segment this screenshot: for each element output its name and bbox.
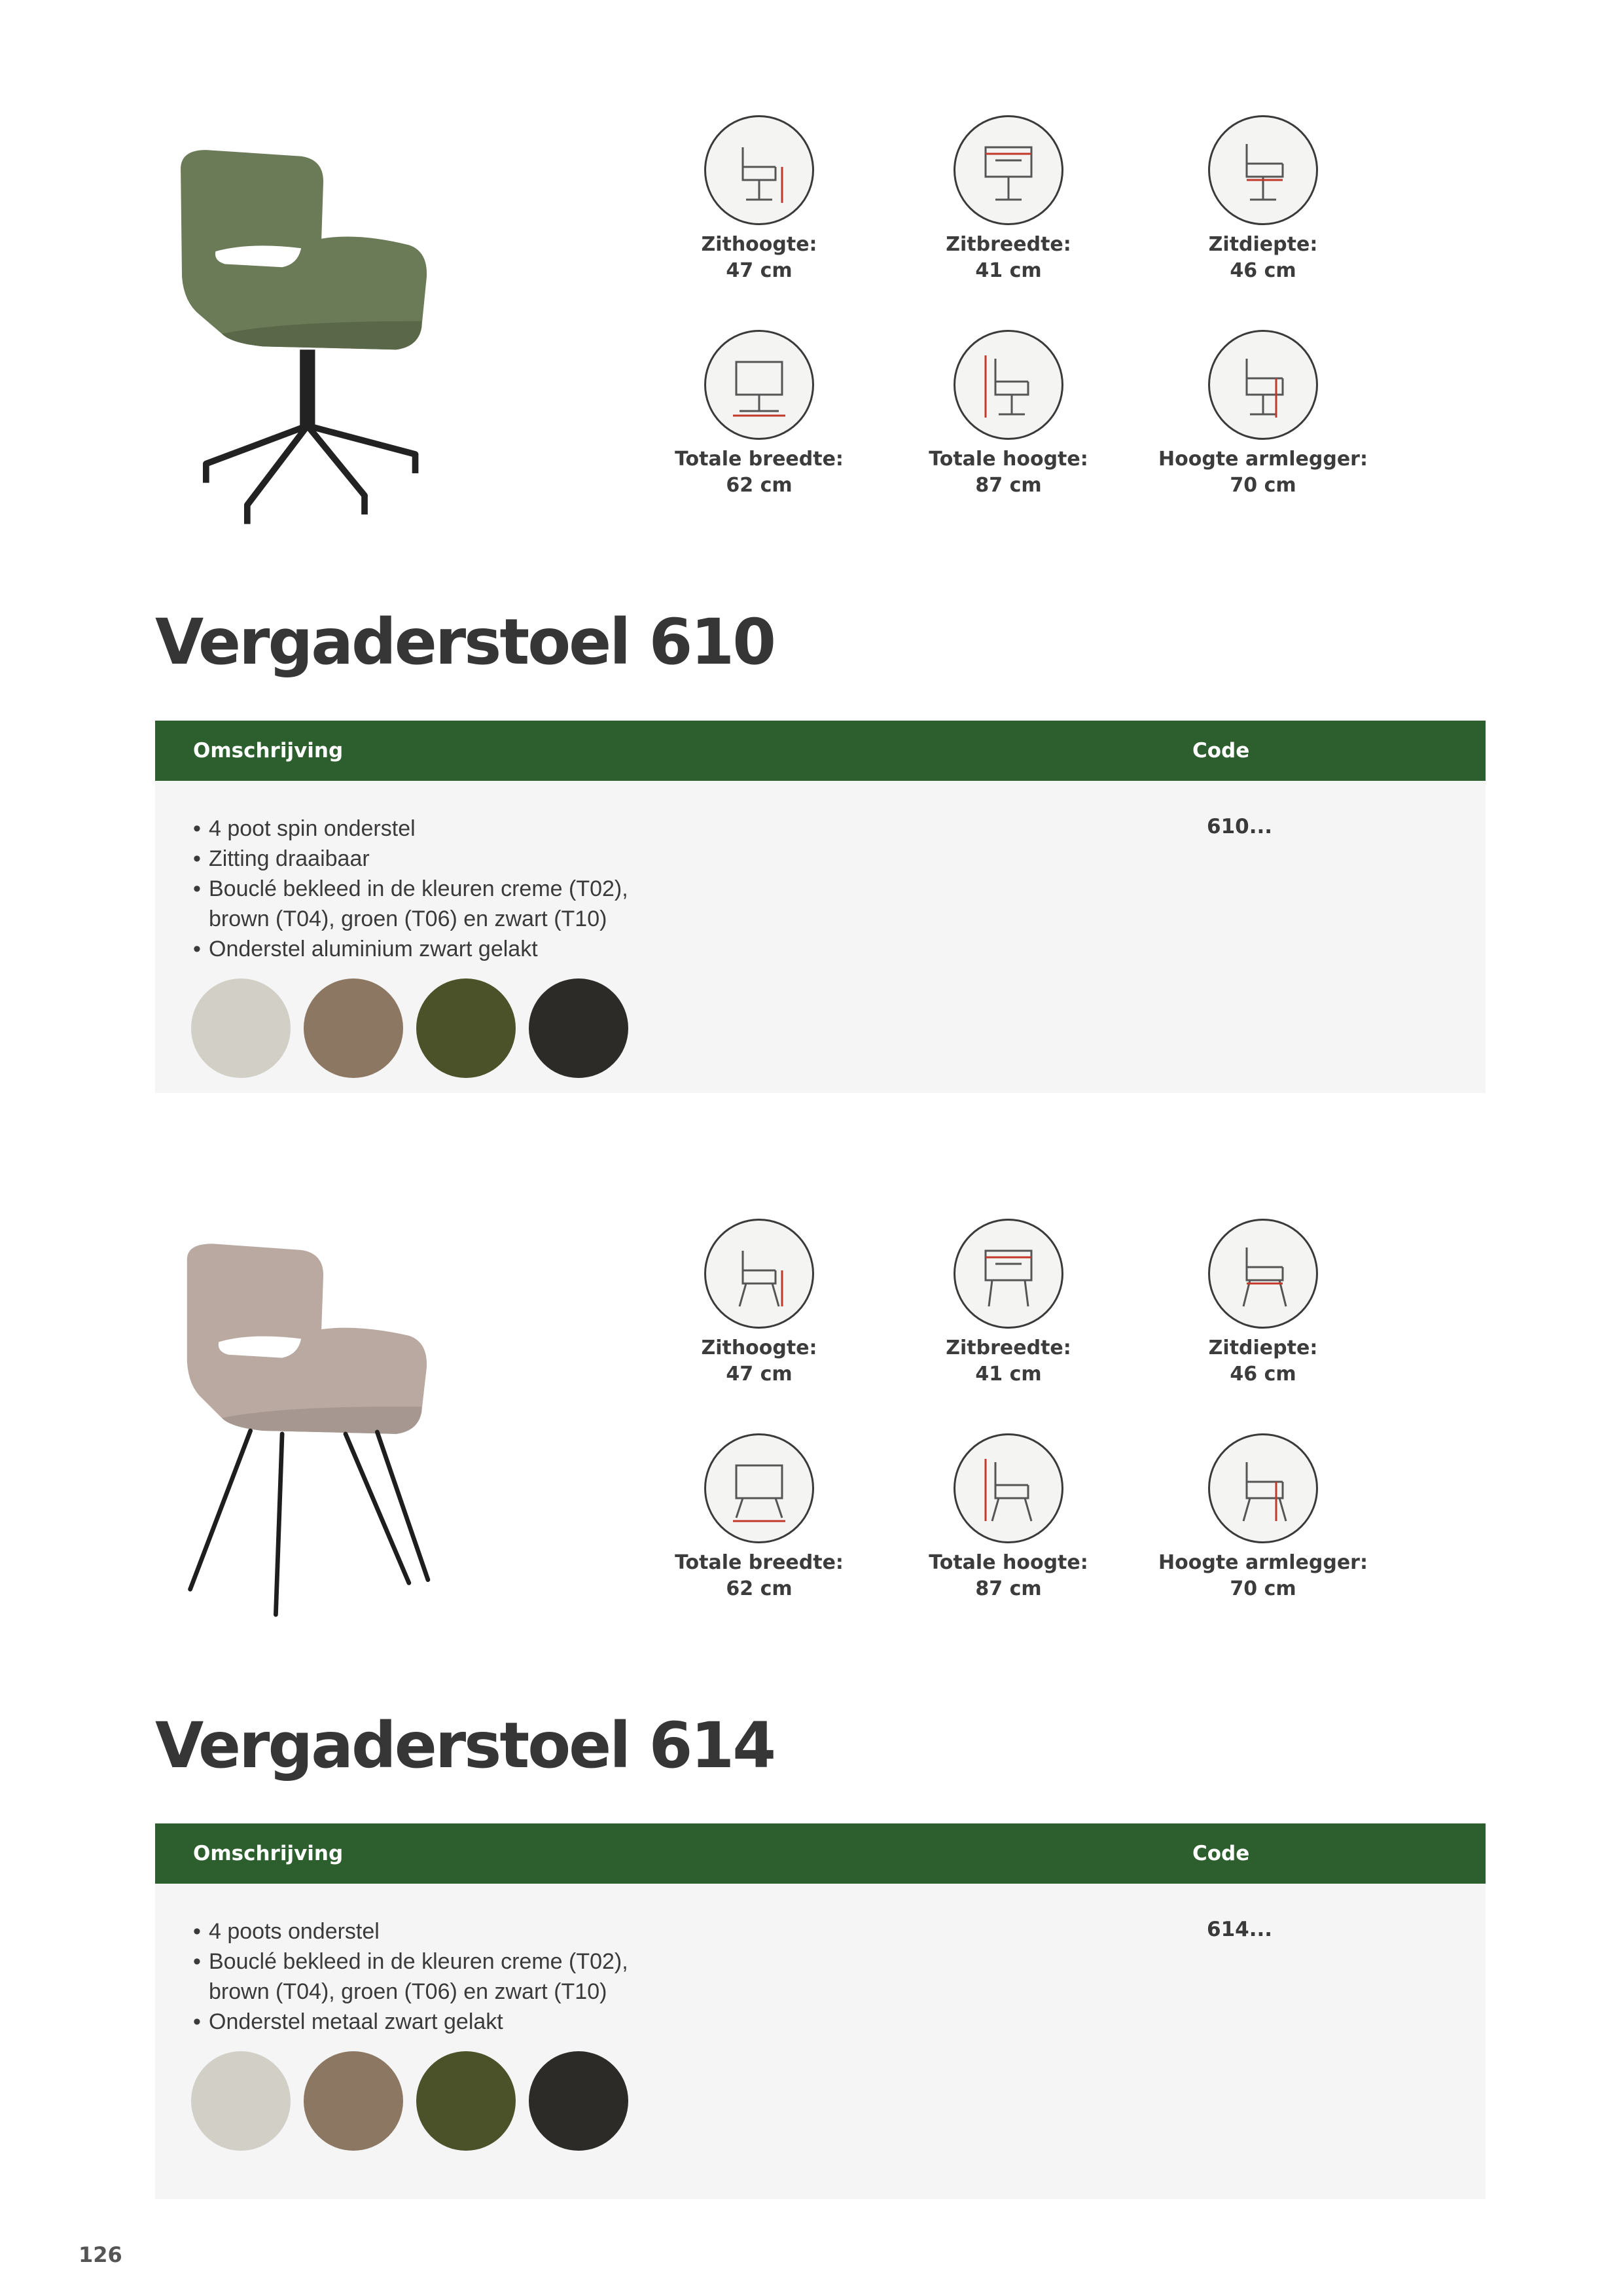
- list-item: • Bouclé bekleed in de kleuren creme (T02),: [193, 1946, 1109, 1977]
- spec-value: 62 cm: [726, 474, 793, 497]
- spec-hoogte-armlegger: [1145, 330, 1381, 499]
- list-item: brown (T04), groen (T06) en zwart (T10): [209, 906, 607, 931]
- chair-photo-legs: [151, 1228, 458, 1634]
- list-item: • Zitting draaibaar: [193, 844, 1109, 874]
- total-height-icon: [954, 1433, 1063, 1543]
- spec-label: Totale breedte:: [675, 1551, 844, 1574]
- seat-height-icon: [704, 1219, 814, 1329]
- spec-value: 87 cm: [975, 1577, 1042, 1600]
- list-item: • Onderstel aluminium zwart gelakt: [193, 934, 1109, 964]
- seat-depth-icon: [1208, 1219, 1318, 1329]
- swatch-brown: [304, 2051, 403, 2151]
- column-code: Code: [1192, 1842, 1250, 1865]
- spec-totale-hoogte: [891, 330, 1126, 499]
- spec-label: Zitdiepte:: [1208, 1336, 1318, 1359]
- spec-label: Hoogte armlegger:: [1158, 448, 1368, 471]
- spec-label: Hoogte armlegger:: [1158, 1551, 1368, 1574]
- column-code: Code: [1192, 739, 1250, 762]
- total-height-icon: [954, 330, 1063, 440]
- list-item: • Bouclé bekleed in de kleuren creme (T02),: [193, 874, 1109, 904]
- spec-value: 47 cm: [726, 259, 793, 282]
- spec-zitbreedte: [891, 1219, 1126, 1388]
- armrest-height-icon: [1208, 1433, 1318, 1543]
- total-width-icon: [704, 1433, 814, 1543]
- description-list: [193, 1916, 1109, 2037]
- spec-label: Zithoogte:: [701, 233, 817, 256]
- spec-label: Totale breedte:: [675, 448, 844, 471]
- table-header: [155, 1823, 1486, 1884]
- spec-label: Zithoogte:: [701, 1336, 817, 1359]
- table-body: [155, 781, 1486, 1093]
- spec-value: 46 cm: [1230, 1363, 1296, 1386]
- table-header: [155, 721, 1486, 781]
- spec-zithoogte: [641, 1219, 877, 1388]
- column-description: Omschrijving: [193, 1842, 344, 1865]
- spec-label: Zitbreedte:: [946, 1336, 1071, 1359]
- spec-label: Zitbreedte:: [946, 233, 1071, 256]
- swatch-zwart: [529, 2051, 628, 2151]
- spec-zitdiepte: [1145, 115, 1381, 284]
- spec-value: 41 cm: [975, 259, 1042, 282]
- color-swatches: [191, 2051, 628, 2151]
- swatch-creme: [191, 2051, 291, 2151]
- list-item: • 4 poot spin onderstel: [193, 814, 1109, 844]
- spec-value: 70 cm: [1230, 1577, 1296, 1600]
- list-item: • Onderstel metaal zwart gelakt: [193, 2007, 1109, 2037]
- spec-totale-hoogte: [891, 1433, 1126, 1602]
- product-code: 610...: [1207, 815, 1273, 838]
- spec-hoogte-armlegger: [1145, 1433, 1381, 1602]
- spec-zithoogte: [641, 115, 877, 284]
- spec-zitbreedte: [891, 115, 1126, 284]
- spec-totale-breedte: [641, 330, 877, 499]
- spec-label: Zitdiepte:: [1208, 233, 1318, 256]
- spec-value: 47 cm: [726, 1363, 793, 1386]
- table-body: [155, 1884, 1486, 2199]
- swatch-zwart: [529, 978, 628, 1078]
- list-item: brown (T04), groen (T06) en zwart (T10): [209, 1979, 607, 2004]
- armrest-height-icon: [1208, 330, 1318, 440]
- swatch-groen: [416, 2051, 516, 2151]
- column-description: Omschrijving: [193, 739, 344, 762]
- seat-depth-icon: [1208, 115, 1318, 225]
- total-width-icon: [704, 330, 814, 440]
- spec-label: Totale hoogte:: [929, 1551, 1088, 1574]
- spec-totale-breedte: [641, 1433, 877, 1602]
- spec-value: 46 cm: [1230, 259, 1296, 282]
- spec-zitdiepte: [1145, 1219, 1381, 1388]
- swatch-brown: [304, 978, 403, 1078]
- product-title: Vergaderstoel 614: [155, 1709, 774, 1782]
- swatch-groen: [416, 978, 516, 1078]
- product-title: Vergaderstoel 610: [155, 605, 774, 679]
- spec-label: Totale hoogte:: [929, 448, 1088, 471]
- color-swatches: [191, 978, 628, 1078]
- product-code: 614...: [1207, 1918, 1273, 1941]
- seat-width-icon: [954, 115, 1063, 225]
- spec-value: 70 cm: [1230, 474, 1296, 497]
- swatch-creme: [191, 978, 291, 1078]
- description-list: [193, 814, 1109, 964]
- spec-value: 41 cm: [975, 1363, 1042, 1386]
- spec-value: 87 cm: [975, 474, 1042, 497]
- chair-photo-swivel: [151, 131, 458, 537]
- seat-width-icon: [954, 1219, 1063, 1329]
- page-number: 126: [79, 2242, 122, 2267]
- list-item: • 4 poots onderstel: [193, 1916, 1109, 1946]
- spec-value: 62 cm: [726, 1577, 793, 1600]
- seat-height-icon: [704, 115, 814, 225]
